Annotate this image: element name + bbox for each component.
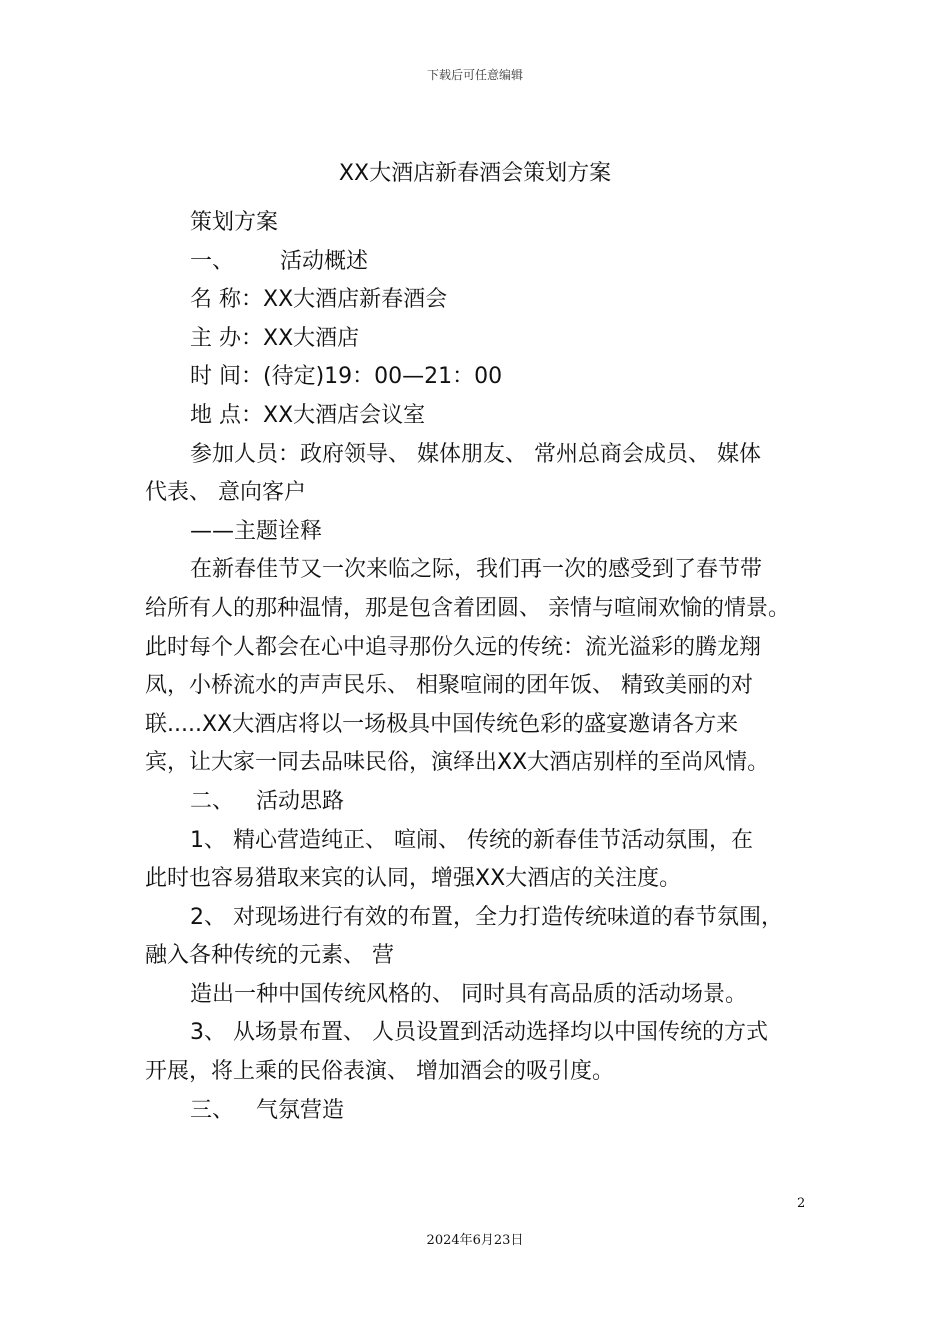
section-heading-1 (145, 243, 825, 282)
paragraph-line: 名 称：XX大酒店新春酒会 (190, 287, 448, 313)
paragraph-line: 参加人员：政府领导、 媒体朋友、 常州总商会成员、 媒体 (190, 441, 761, 467)
paragraph-line: 2、 对现场进行有效的布置，全力打造传统味道的春节氛围， (190, 904, 783, 930)
paragraph-line: 凤，小桥流水的声声民乐、 相聚喧闹的团年饭、 精致美丽的对 (145, 673, 753, 699)
paragraph-line: 开展，将上乘的民俗表演、 增加酒会的吸引度。 (145, 1059, 614, 1085)
section-number: 三、 (190, 1097, 235, 1123)
paragraph-line: 策划方案 (190, 210, 279, 235)
paragraph-line: 在新春佳节又一次来临之际，我们再一次的感受到了春节带 (190, 557, 763, 583)
section-number: 二、 (190, 788, 235, 814)
paragraph-line: 1、 精心营造纯正、 喧闹、 传统的新春佳节活动氛围，在 (190, 827, 753, 853)
paragraph-line: 宾，让大家一同去品味民俗，演绎出XX大酒店别样的至尚风情。 (145, 750, 770, 776)
section-heading-3 (145, 1092, 825, 1131)
paragraph-line: 造出一种中国传统风格的、 同时具有高品质的活动场景。 (190, 981, 747, 1007)
paragraph-line: 联.....XX大酒店将以一场极具中国传统色彩的盛宴邀请各方来 (145, 711, 739, 737)
document-title: XX大酒店新春酒会策划方案 (338, 161, 612, 186)
section-title: 活动思路 (256, 788, 345, 814)
page-number: 2 (797, 1196, 806, 1211)
section-title: 活动概述 (280, 248, 369, 274)
footer-date: 2024年6月23日 (426, 1233, 524, 1248)
paragraph-line: 融入各种传统的元素、 营 (145, 943, 394, 969)
header-note: 下载后可任意编辑 (426, 68, 523, 82)
section-heading-2 (145, 783, 825, 822)
paragraph-line: 代表、 意向客户 (145, 480, 306, 506)
paragraph-line: 此时每个人都会在心中追寻那份久远的传统：流光溢彩的腾龙翔 (145, 634, 762, 660)
section-number: 一、 (190, 248, 235, 274)
paragraph-line: 主 办：XX大酒店 (190, 325, 360, 351)
paragraph-line: 3、 从场景布置、 人员设置到活动选择均以中国传统的方式 (190, 1020, 768, 1046)
section-title: 气氛营造 (256, 1097, 345, 1123)
paragraph-line: 时 间：(待定)19：00—21：00 (190, 364, 503, 390)
paragraph-line: 给所有人的那种温情，那是包含着团圆、 亲情与喧闹欢愉的情景。 (145, 595, 790, 621)
paragraph-line: 此时也容易猎取来宾的认同，增强XX大酒店的关注度。 (145, 866, 682, 892)
paragraph-line: 地 点：XX大酒店会议室 (190, 402, 426, 428)
document-body (145, 204, 825, 1130)
subheading-line: ——主题诠释 (190, 518, 323, 544)
